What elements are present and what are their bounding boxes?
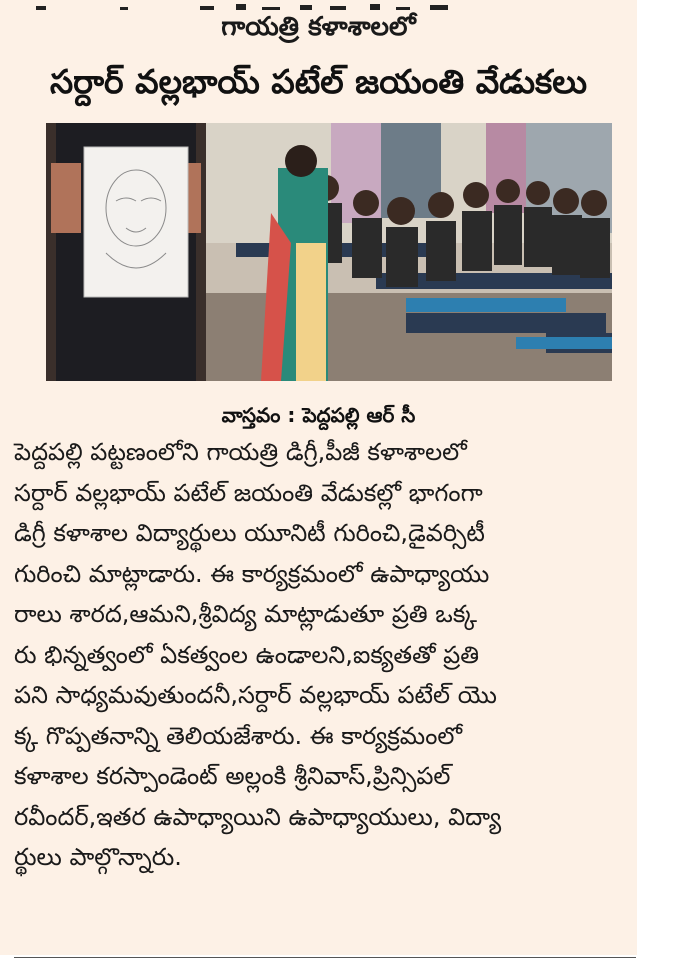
bottom-rule	[14, 957, 636, 958]
body-line: గురించి మాట్లాడారు. ఈ కార్యక్రమంలో ఉపాధ్యాయు	[14, 559, 490, 588]
body-line: సర్దార్ వల్లభాయ్ పటేల్ జయంతి వేడుకల్లో భాగంగా	[14, 478, 483, 507]
article-dateline: వాస్తవం : పెద్దపల్లి ఆర్ సీ	[221, 403, 416, 427]
article-headline: సర్దార్ వల్లభాయ్ పటేల్ జయంతి వేడుకలు	[49, 62, 588, 101]
classroom-photo-illustration	[46, 123, 612, 381]
body-line: రు భిన్నత్వంలో ఏకత్వంల ఉండాలని,ఐక్యతతో ప్రతి	[14, 640, 479, 669]
body-line: క్క గొప్పతనాన్ని తెలియజేశారు. ఈ కార్యక్రమంలో	[14, 721, 463, 750]
article-kicker: గాయత్రి కళాశాలలో	[221, 12, 416, 42]
body-line: రాలు శారద,ఆమని,శ్రీవిద్య మాట్లాడుతూ ప్రతి ఒక్క	[14, 600, 477, 628]
article-body	[14, 432, 626, 878]
body-line: పని సాధ్యమవుతుందనీ,సర్దార్ వల్లభాయ్ పటేల్ యొ	[14, 681, 497, 709]
news-photo	[46, 123, 612, 381]
body-line: పెద్దపల్లి పట్టణంలోని గాయత్రి డిగ్రీ,పీజీ కళాశాలలో	[14, 438, 467, 466]
body-line: ర్థులు పాల్గొన్నారు.	[14, 843, 182, 871]
body-line: కళాశాల కరస్పాండెంట్ అల్లంకి శ్రీనివాస్,ప్రిన్సిపల్	[14, 762, 451, 790]
body-line: రవీందర్,ఇతర ఉపాధ్యాయిని ఉపాధ్యాయులు, విద్యా	[14, 802, 502, 831]
body-line: డిగ్రీ కళాశాల విద్యార్థులు యూనిటీ గురించి,డైవర్సిటీ	[14, 519, 485, 547]
